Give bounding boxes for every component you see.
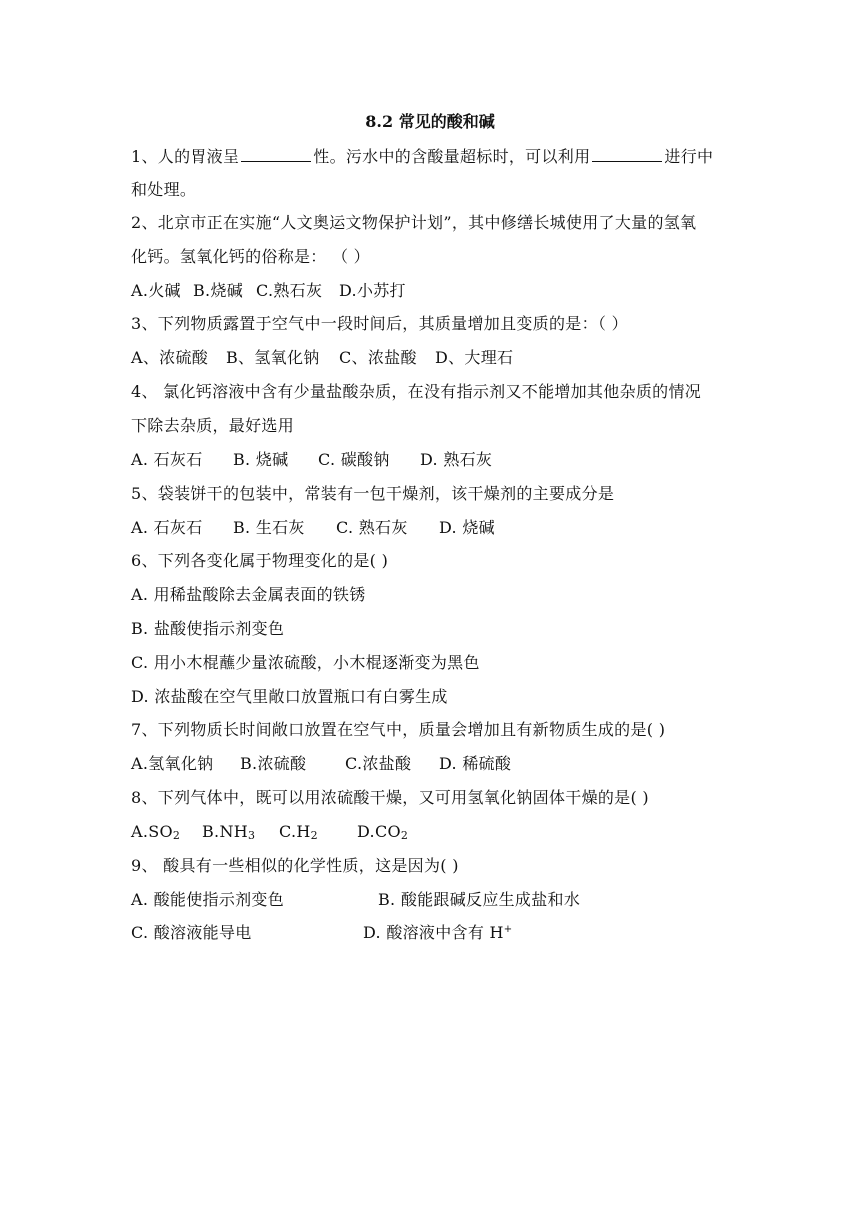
question-4-options xyxy=(131,449,492,471)
option-b-text: B.NH xyxy=(202,822,248,841)
option-d[interactable]: D. 烧碱 xyxy=(439,518,495,537)
option-c[interactable]: C、浓盐酸 xyxy=(339,348,417,367)
question-1-text-a: 1、人的胃液呈 xyxy=(131,147,240,166)
option-a[interactable]: A、浓硫酸 xyxy=(131,348,209,367)
option-d[interactable]: D. 浓盐酸在空气里敞口放置瓶口有白雾生成 xyxy=(131,687,448,706)
question-8-options xyxy=(131,821,408,843)
option-b-subscript: 3 xyxy=(248,829,256,842)
question-9-line-1: 9、 酸具有一些相似的化学性质，这是因为( ) xyxy=(131,856,459,875)
option-a-subscript: 2 xyxy=(172,829,181,842)
question-7-line-1: 7、下列物质长时间敞口放置在空气中，质量会增加且有新物质生成的是( ) xyxy=(131,720,666,739)
question-2-line-2: 化钙。氢氧化钙的俗称是： （ ） xyxy=(131,247,370,266)
question-9-options-row-2 xyxy=(131,922,512,944)
option-b[interactable]: B. 烧碱 xyxy=(233,450,289,469)
question-3-line-1: 3、下列物质露置于空气中一段时间后，其质量增加且变质的是：（ ） xyxy=(131,314,628,333)
option-c[interactable]: C. 熟石灰 xyxy=(336,518,408,537)
page-title: 8.2 常见的酸和碱 xyxy=(365,112,495,131)
answer-blank-1[interactable] xyxy=(241,145,311,162)
question-8-line-1: 8、下列气体中，既可以用浓硫酸干燥，又可用氢氧化钠固体干燥的是( ) xyxy=(131,788,649,807)
question-5-line-1: 5、袋装饼干的包装中，常装有一包干燥剂，该干燥剂的主要成分是 xyxy=(131,484,615,503)
option-d[interactable]: D、大理石 xyxy=(435,348,514,367)
option-a[interactable]: A. 用稀盐酸除去金属表面的铁锈 xyxy=(131,585,366,604)
question-2-line-1: 2、北京市正在实施“人文奥运文物保护计划”，其中修缮长城使用了大量的氢氧 xyxy=(131,213,697,232)
option-c[interactable]: C. 酸溶液能导电 xyxy=(131,923,252,942)
option-c-subscript: 2 xyxy=(310,829,318,842)
option-d[interactable]: D. 稀硫酸 xyxy=(439,754,512,773)
question-6-line-1: 6、下列各变化属于物理变化的是( ) xyxy=(131,551,389,570)
option-a[interactable] xyxy=(131,821,202,843)
question-7-options xyxy=(131,753,511,775)
option-d-text: D.CO xyxy=(357,822,401,841)
option-d[interactable]: D. 熟石灰 xyxy=(420,450,493,469)
option-a[interactable]: A. 石灰石 xyxy=(131,450,203,469)
option-d[interactable] xyxy=(363,922,512,944)
option-d-subscript: 2 xyxy=(400,829,409,842)
option-c[interactable]: C. 用小木棍蘸少量浓硫酸，小木棍逐渐变为黑色 xyxy=(131,653,480,672)
question-9-options-row-1 xyxy=(131,889,580,911)
question-4-line-1: 4、 氯化钙溶液中含有少量盐酸杂质，在没有指示剂又不能增加其他杂质的情况 xyxy=(131,382,702,401)
option-a[interactable]: A. 酸能使指示剂变色 xyxy=(131,890,285,909)
option-d[interactable]: D.小苏打 xyxy=(339,281,406,300)
option-c[interactable]: C.熟石灰 xyxy=(256,281,323,300)
option-b[interactable]: B. 酸能跟碱反应生成盐和水 xyxy=(378,890,581,909)
option-a[interactable]: A.火碱 xyxy=(131,281,181,300)
option-d-superscript: + xyxy=(503,924,513,935)
question-2-options xyxy=(131,280,406,302)
option-b[interactable]: B.浓硫酸 xyxy=(240,754,307,773)
question-1-line-2: 和处理。 xyxy=(131,180,197,199)
option-b[interactable] xyxy=(202,821,279,843)
option-c[interactable]: C.浓盐酸 xyxy=(345,754,412,773)
option-c-text: C.H xyxy=(279,822,311,841)
option-b[interactable]: B、氢氧化钠 xyxy=(226,348,320,367)
question-4-line-2: 下除去杂质，最好选用 xyxy=(131,416,295,435)
question-1-text-c: 进行中 xyxy=(664,147,714,166)
option-b[interactable]: B.烧碱 xyxy=(193,281,244,300)
option-b[interactable]: B. 生石灰 xyxy=(233,518,305,537)
answer-blank-2[interactable] xyxy=(592,145,662,162)
question-1-line-1 xyxy=(131,145,713,168)
option-c[interactable]: C. 碳酸钠 xyxy=(318,450,390,469)
option-d-text: D. 酸溶液中含有 H xyxy=(363,923,504,942)
option-a[interactable]: A. 石灰石 xyxy=(131,518,203,537)
question-5-options xyxy=(131,517,495,539)
option-a-text: A.SO xyxy=(131,822,173,841)
question-3-options xyxy=(131,347,513,369)
question-1-text-b: 性。污水中的含酸量超标时，可以利用 xyxy=(313,147,591,166)
option-b[interactable]: B. 盐酸使指示剂变色 xyxy=(131,619,285,638)
option-c[interactable] xyxy=(279,821,357,843)
option-a[interactable]: A.氢氧化钠 xyxy=(131,754,214,773)
option-d[interactable] xyxy=(357,821,408,843)
